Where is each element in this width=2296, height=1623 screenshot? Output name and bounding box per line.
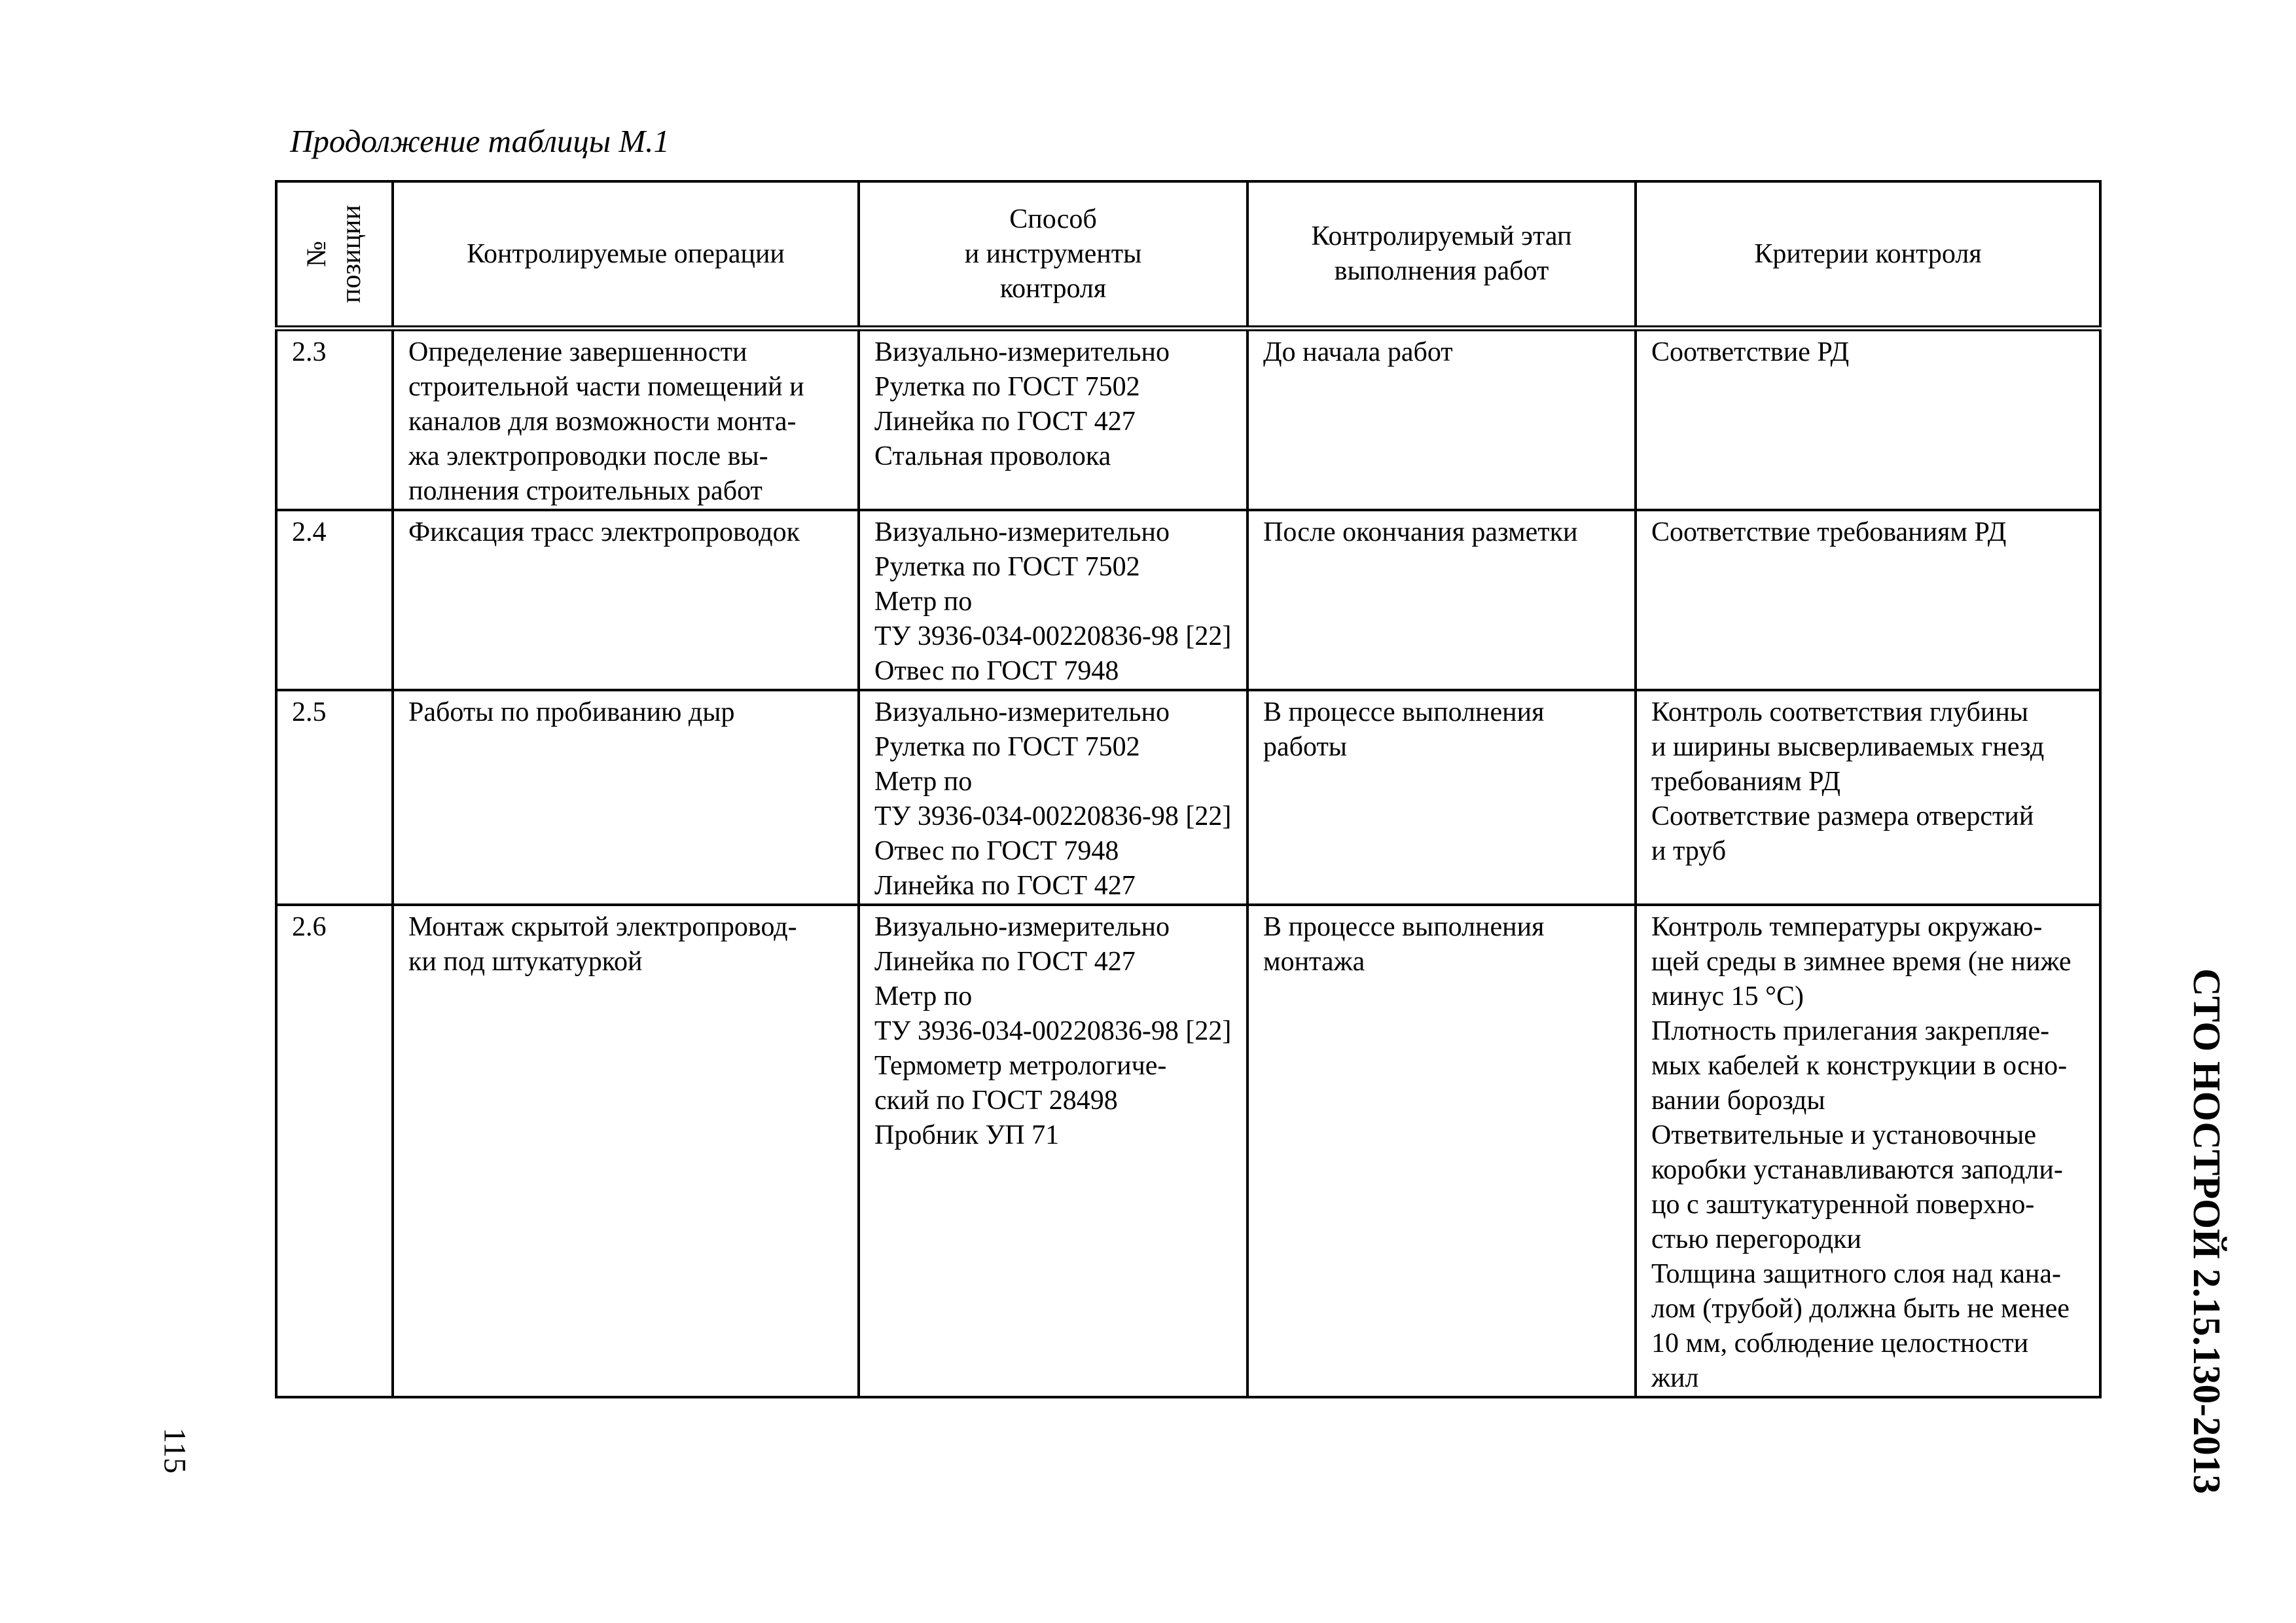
table-row [276, 329, 2100, 511]
row-criteria: Контроль соответствия глубины и ширины высверливаемых гнезд требованиям РД Соответствие размера отверстий и труб [1636, 690, 2100, 905]
header-method: Способ и инструменты контроля [859, 181, 1247, 329]
row-criteria: Контроль температуры окружаю- щей среды в зимнее время (не ниже минус 15 °С) Плотность прилегания закрепляе- мых кабелей к конструкции в осно- вании борозды Ответвительные и установочные коробки устанавливаются заподли- цо с заштукатуренной поверхно- стью перегородки Толщина защитного слоя над кана- лом (трубой) должна быть не менее 10 мм, соблюдение целостности жил [1636, 905, 2100, 1397]
row-method: Визуально-измерительно Рулетка по ГОСТ 7502 Линейка по ГОСТ 427 Стальная проволока [859, 329, 1247, 511]
row-operation: Монтаж скрытой электропровод- ки под штукатуркой [393, 905, 859, 1397]
row-number: 2.3 [276, 329, 393, 511]
header-number: № позиции [276, 181, 393, 329]
table-header-row [276, 181, 2100, 329]
row-stage: До начала работ [1247, 329, 1636, 511]
page-number: 115 [157, 1427, 192, 1474]
row-operation: Фиксация трасс электропроводок [393, 510, 859, 690]
table-row [276, 905, 2100, 1397]
row-stage: В процессе выполнения монтажа [1247, 905, 1636, 1397]
row-method: Визуально-измерительно Рулетка по ГОСТ 7502 Метр по ТУ 3936-034-00220836-98 [22] Отвес по ГОСТ 7948 Линейка по ГОСТ 427 [859, 690, 1247, 905]
row-criteria: Соответствие РД [1636, 329, 2100, 511]
table-caption: Продолжение таблицы М.1 [290, 123, 670, 159]
row-number: 2.6 [276, 905, 393, 1397]
row-number: 2.4 [276, 510, 393, 690]
row-criteria: Соответствие требованиям РД [1636, 510, 2100, 690]
document-code: СТО НОСТРОЙ 2.15.130-2013 [2185, 968, 2229, 1494]
control-table [275, 180, 2102, 1398]
row-stage: После окончания разметки [1247, 510, 1636, 690]
row-stage: В процессе выполнения работы [1247, 690, 1636, 905]
header-operations: Контролируемые операции [393, 181, 859, 329]
row-operation: Определение завершенности строительной части помещений и каналов для возможности монта- жа электропроводки после вы- полнения строительных работ [393, 329, 859, 511]
row-method: Визуально-измерительно Линейка по ГОСТ 427 Метр по ТУ 3936-034-00220836-98 [22] Термометр метрологиче- ский по ГОСТ 28498 Пробник УП 71 [859, 905, 1247, 1397]
row-method: Визуально-измерительно Рулетка по ГОСТ 7502 Метр по ТУ 3936-034-00220836-98 [22] Отвес по ГОСТ 7948 [859, 510, 1247, 690]
header-criteria: Критерии контроля [1636, 181, 2100, 329]
row-operation: Работы по пробиванию дыр [393, 690, 859, 905]
table-row [276, 510, 2100, 690]
table-row [276, 690, 2100, 905]
header-stage: Контролируемый этап выполнения работ [1247, 181, 1636, 329]
row-number: 2.5 [276, 690, 393, 905]
